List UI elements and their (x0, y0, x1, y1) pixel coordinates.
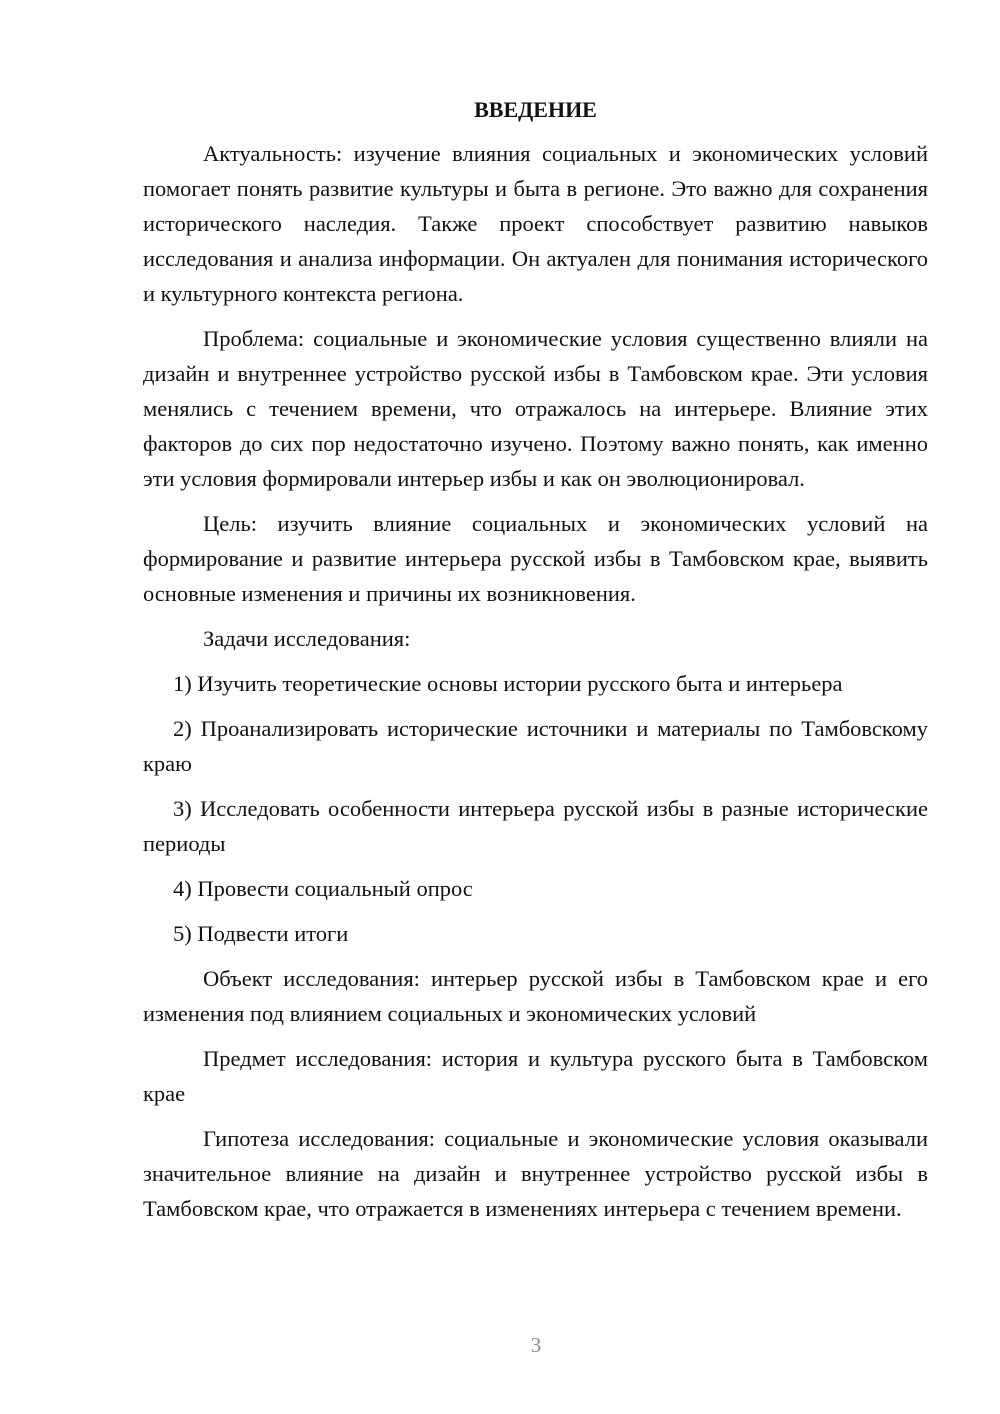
task-item: 3) Исследовать особенности интерьера русской избы в разные исторические периоды (143, 796, 928, 856)
task-item: 4) Провести социальный опрос (173, 876, 473, 901)
task-item: 5) Подвести итоги (173, 921, 349, 946)
subject-paragraph: Предмет исследования: история и культура русского быта в Тамбовском крае (143, 1046, 928, 1106)
object-paragraph: Объект исследования: интерьер русской избы в Тамбовском крае и его изменения под влиянием социальных и экономических условий (143, 966, 928, 1026)
page-number: 3 (530, 1333, 542, 1357)
tasks-heading: Задачи исследования: (203, 626, 411, 651)
document-page (143, 92, 928, 1236)
task-item: 2) Проанализировать исторические источники и материалы по Тамбовскому краю (143, 716, 928, 776)
relevance-paragraph: Актуальность: изучение влияния социальных и экономических условий помогает понять развитие культуры и быта в регионе. Это важно для сохранения исторического наследия. Также проект способствует развитию навыков исследования и анализа информации. Он актуален для понимания исторического и культурного контекста региона. (143, 141, 928, 306)
goal-paragraph: Цель: изучить влияние социальных и экономических условий на формирование и развитие интерьера русской избы в Тамбовском крае, выявить основные изменения и причины их возникновения. (143, 511, 928, 606)
page-title: ВВЕДЕНИЕ (474, 97, 597, 122)
problem-paragraph: Проблема: социальные и экономические условия существенно влияли на дизайн и внутреннее устройство русской избы в Тамбовском крае. Эти условия менялись с течением времени, что отражалось на интерьере. Влияние этих факторов до сих пор недостаточно изучено. Поэтому важно понять, как именно эти условия формировали интерьер избы и как он эволюционировал. (143, 326, 928, 491)
hypothesis-paragraph: Гипотеза исследования: социальные и экономические условия оказывали значительное влияние на дизайн и внутреннее устройство русской избы в Тамбовском крае, что отражается в изменениях интерьера с течением времени. (143, 1126, 928, 1221)
task-item: 1) Изучить теоретические основы истории русского быта и интерьера (173, 671, 843, 696)
